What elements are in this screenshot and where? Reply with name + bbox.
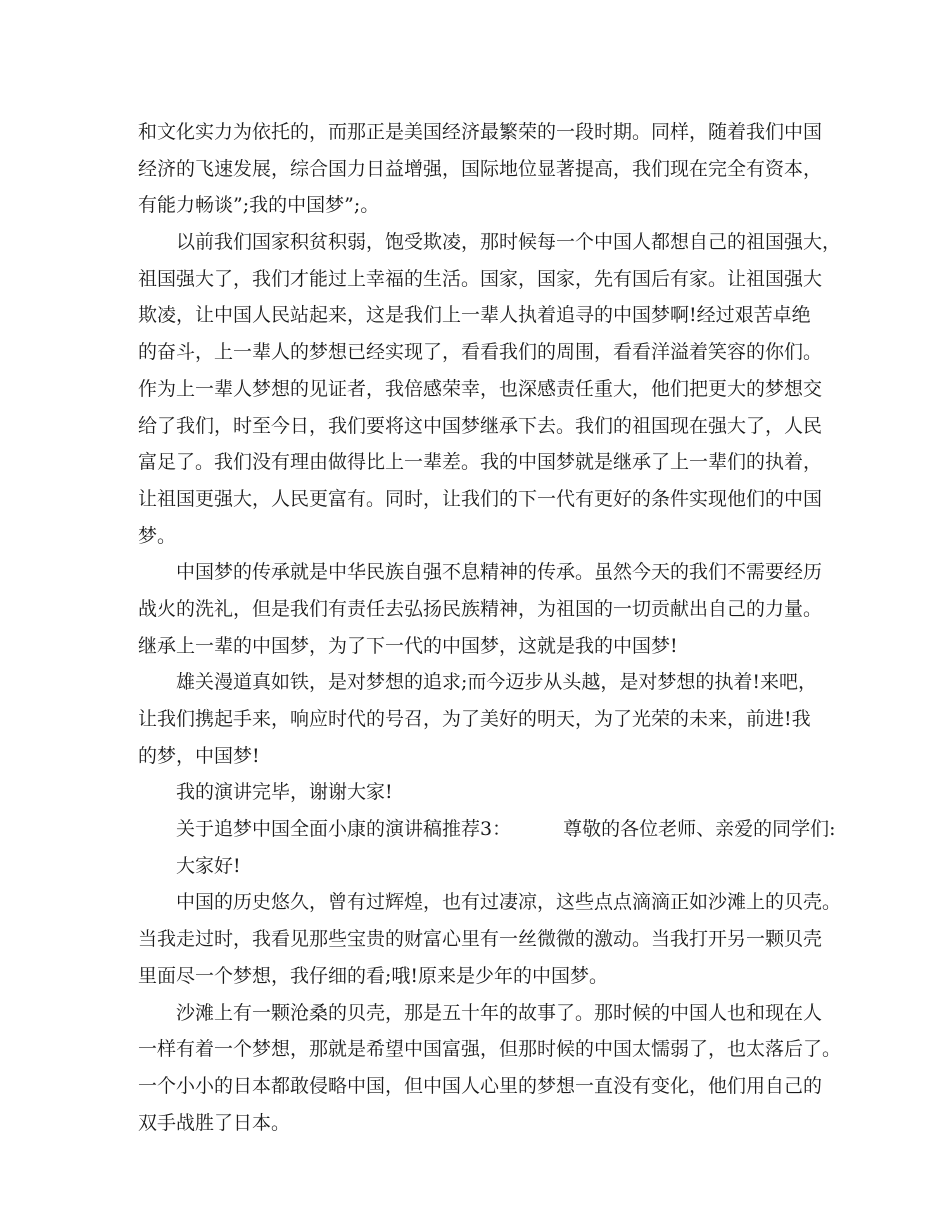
text-line: 让我们携起手来，响应时代的号召，为了美好的明天，为了光荣的未来，前进!我 <box>138 708 811 730</box>
text-line: 欺凌，让中国人民站起来，这是我们上一辈人执着追寻的中国梦啊!经过艰苦卓绝 <box>138 304 811 327</box>
text-line: 和文化实力为依托的，而那正是美国经济最繁荣的一段时期。同样，随着我们中国 <box>138 121 823 143</box>
salutation: 尊敬的各位老师、亲爱的同学们: <box>563 818 836 841</box>
text-line: 一个小小的日本都敢侵略中国，但中国人心里的梦想一直没有变化，他们用自己的 <box>138 1074 823 1097</box>
text-line: 里面尽一个梦想，我仔细的看;哦!原来是少年的中国梦。 <box>138 964 609 987</box>
section-heading: 关于追梦中国全面小康的演讲稿推荐3： <box>176 818 512 841</box>
text-line: 让祖国更强大，人民更富有。同时，让我们的下一代有更好的条件实现他们的中国 <box>138 487 823 510</box>
text-line: 的奋斗，上一辈人的梦想已经实现了，看看我们的周围，看看洋溢着笑容的你们。 <box>138 341 823 364</box>
text-line: 双手战胜了日本。 <box>138 1111 291 1134</box>
body-text <box>138 114 842 1141</box>
text-line: 祖国强大了，我们才能过上幸福的生活。国家，国家，先有国后有家。让祖国强大 <box>138 267 823 290</box>
text-line: 一样有着一个梦想，那就是希望中国富强，但那时候的中国太懦弱了，也太落后了。 <box>138 1038 842 1061</box>
text-line: 经济的飞速发展，综合国力日益增强，国际地位显著提高，我们现在完全有资本， <box>138 157 823 180</box>
text-line: 继承上一辈的中国梦，为了下一代的中国梦，这就是我的中国梦! <box>138 634 678 657</box>
paragraph-start-line: 以前我们国家积贫积弱，饱受欺凌，那时候每一个中国人都想自己的祖国强大， <box>176 231 842 254</box>
paragraph-start-line: 中国梦的传承就是中华民族自强不息精神的传承。虽然今天的我们不需要经历 <box>176 561 823 584</box>
text-line: 的梦，中国梦! <box>138 744 260 767</box>
paragraph-start-line: 中国的历史悠久，曾有过辉煌，也有过凄凉，这些点点滴滴正如沙滩上的贝壳。 <box>176 891 842 914</box>
closing-line: 我的演讲完毕，谢谢大家! <box>176 781 393 804</box>
text-line: 作为上一辈人梦想的见证者，我倍感荣幸，也深感责任重大，他们把更大的梦想交 <box>138 377 823 400</box>
text-line: 当我走过时，我看见那些宝贵的财富心里有一丝微微的激动。当我打开另一颗贝壳 <box>138 928 823 951</box>
paragraph-start-line: 雄关漫道真如铁，是对梦想的追求;而今迈步从头越，是对梦想的执着!来吧， <box>176 671 818 694</box>
text-line: 战火的洗礼，但是我们有责任去弘扬民族精神，为祖国的一切贡献出自己的力量。 <box>138 597 823 620</box>
section-heading-line <box>138 811 838 848</box>
text-line: 给了我们，时至今日，我们要将这中国梦继承下去。我们的祖国现在强大了，人民 <box>138 414 823 437</box>
greeting-line: 大家好! <box>176 854 241 877</box>
paragraph-start-line: 沙滩上有一颗沧桑的贝壳，那是五十年的故事了。那时候的中国人也和现在人 <box>176 1001 823 1024</box>
text-line: 富足了。我们没有理由做得比上一辈差。我的中国梦就是继承了上一辈们的执着， <box>138 451 823 474</box>
text-line: 梦。 <box>138 524 177 547</box>
text-line: 有能力畅谈”;我的中国梦”;。 <box>138 194 380 217</box>
